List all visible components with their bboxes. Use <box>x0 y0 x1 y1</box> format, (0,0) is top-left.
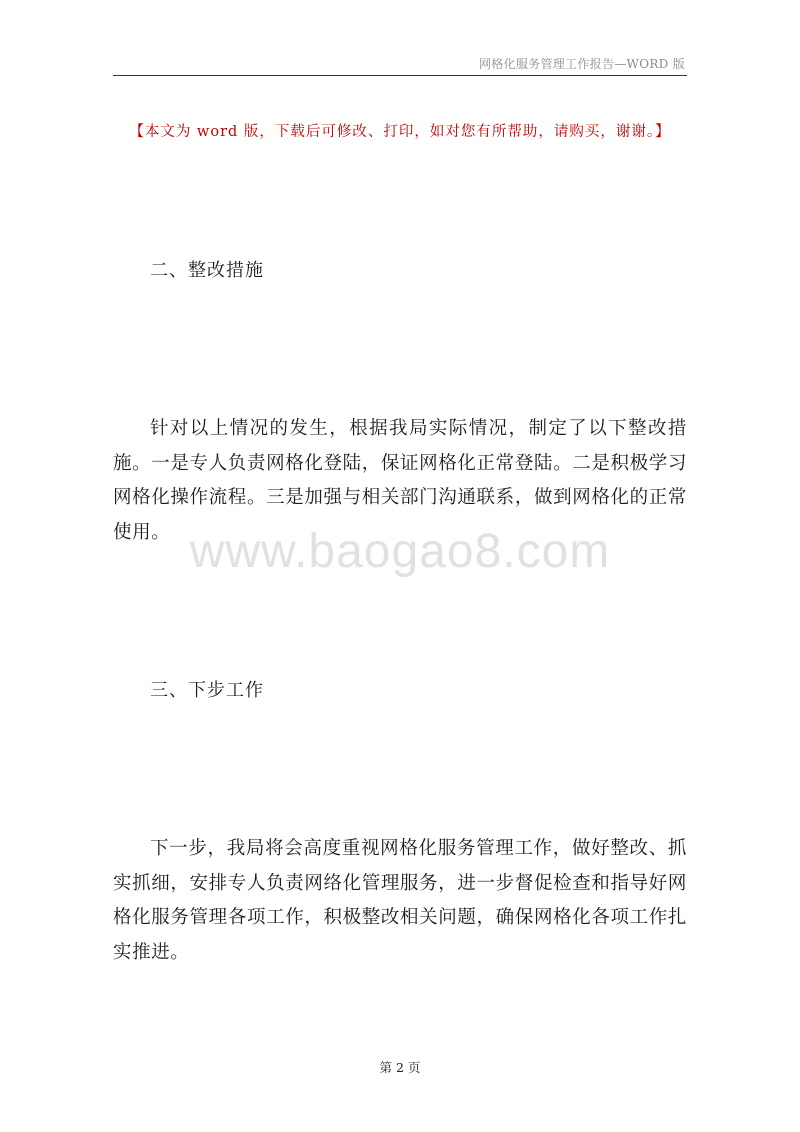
document-header-title: 网格化服务管理工作报告—WORD 版 <box>478 57 685 71</box>
purchase-notice: 【本文为 word 版，下载后可修改、打印，如对您有所帮助，请购买，谢谢。】 <box>129 124 671 140</box>
header-divider <box>113 75 687 76</box>
watermark-text: www.baogao8.com <box>189 525 611 578</box>
section-paragraph-next-steps: 下一步，我局将会高度重视网格化服务管理工作，做好整改、抓实抓细，安排专人负责网络化管理服务，进一步督促检查和指导好网格化服务管理各项工作，积极整改相关问题，确保网格化各项工作扎实推进。 <box>113 838 687 963</box>
section-heading-rectification: 二、整改措施 <box>150 260 264 281</box>
page-number: 第 2 页 <box>379 1060 421 1075</box>
section-paragraph-rectification: 针对以上情况的发生，根据我局实际情况，制定了以下整改措施。一是专人负责网格化登陆，保证网格化正常登陆。二是积极学习网格化操作流程。三是加强与相关部门沟通联系，做到网格化的正常使用。 <box>113 418 687 543</box>
section-heading-next-steps: 三、下步工作 <box>150 680 264 701</box>
